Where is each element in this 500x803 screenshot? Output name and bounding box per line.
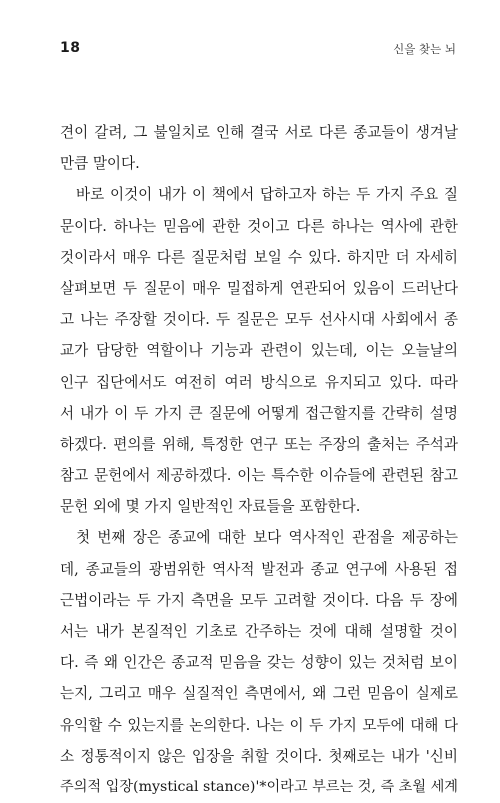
text-line: 바로 이것이 내가 이 책에서 답하고자 하는 두 가지 주요 질 <box>76 186 458 204</box>
text-line: 참고 문헌에서 제공하겠다. 이는 특수한 이슈들에 관련된 참고 <box>60 467 458 485</box>
text-line: 고 나는 주장할 것이다. 두 질문은 모두 선사시대 사회에서 종 <box>60 311 458 329</box>
text-line: 문헌 외에 몇 가지 일반적인 자료들을 포함한다. <box>60 498 361 516</box>
text-line: 것이라서 매우 다른 질문처럼 보일 수 있다. 하지만 더 자세히 <box>60 248 458 266</box>
text-line: 서는 내가 본질적인 기초로 간주하는 것에 대해 설명할 것이 <box>60 623 458 640</box>
page-header <box>60 40 456 62</box>
page-number: 18 <box>60 40 81 56</box>
text-line: 소 정통적이지 않은 입장을 취할 것이다. 첫째로는 내가 '신비 <box>60 747 458 765</box>
text-line: 인구 집단에서도 여전히 여러 방식으로 유지되고 있다. 따라 <box>60 373 458 391</box>
text-line: 서 내가 이 두 가지 큰 질문에 어떻게 접근할지를 간략히 설명 <box>60 404 458 422</box>
text-line: 는지, 그리고 매우 실질적인 측면에서, 왜 그런 믿음이 실제로 <box>60 685 458 703</box>
text-line: 교가 담당한 역할이나 기능과 관련이 있는데, 이는 오늘날의 <box>60 342 458 360</box>
running-title: 신을 찾는 뇌 <box>393 42 456 56</box>
text-line: 만큼 말이다. <box>60 155 140 173</box>
body-text <box>60 117 458 803</box>
text-line: 살펴보면 두 질문이 매우 밀접하게 연관되어 있음이 드러난다 <box>60 279 458 297</box>
text-line: 근법이라는 두 가지 측면을 모두 고려할 것이다. 다음 두 장에 <box>60 591 458 609</box>
text-line: 첫 번째 장은 종교에 대한 보다 역사적인 관점을 제공하는 <box>76 529 458 547</box>
text-line: 견이 갈려, 그 불일치로 인해 결국 서로 다른 종교들이 생겨날 <box>60 124 458 141</box>
text-line: 주의적 입장(mystical stance)'*이라고 부르는 것, 즉 초월 세계 <box>60 778 458 795</box>
text-line: 다. 즉 왜 인간은 종교적 믿음을 갖는 성향이 있는 것처럼 보이 <box>60 654 458 672</box>
text-line: 하겠다. 편의를 위해, 특정한 연구 또는 주장의 출처는 주석과 <box>60 435 458 453</box>
text-line: 유익할 수 있는지를 논의한다. 나는 이 두 가지 모두에 대해 다 <box>60 716 458 734</box>
text-line: 데, 종교들의 광범위한 역사적 발전과 종교 연구에 사용된 접 <box>60 560 458 578</box>
text-line: 문이다. 하나는 믿음에 관한 것이고 다른 하나는 역사에 관한 <box>60 217 458 235</box>
